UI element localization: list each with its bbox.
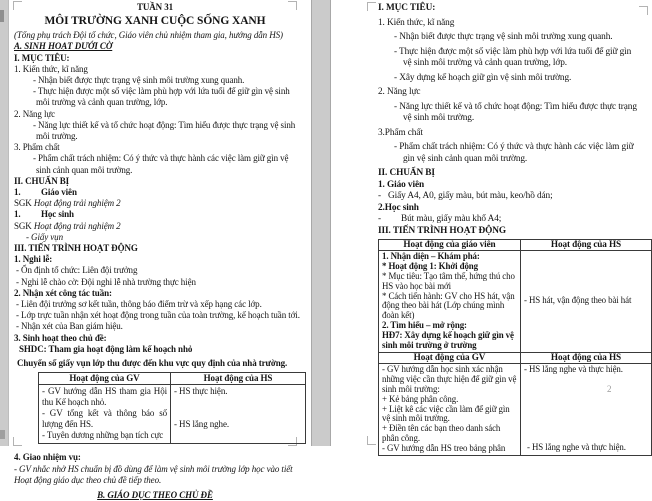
hs-activity-cell bbox=[171, 385, 306, 444]
shdc-line: SHDC: Tham gia hoạt động làm kế hoạch nhỏ bbox=[19, 343, 193, 354]
hs-line: - HS lắng nghe. bbox=[174, 419, 229, 430]
tien-trinh-heading: III. TIẾN TRÌNH HOẠT ĐỘNG bbox=[378, 225, 506, 236]
activity-table-2 bbox=[378, 239, 652, 456]
bullet: - Lớp trực tuần nhận xét hoạt động trong tuần của toàn trường, kế hoạch tuần tới. bbox=[16, 310, 300, 321]
muc-tieu-heading: I. MỤC TIÊU: bbox=[14, 52, 70, 63]
hs-line: - HS lắng nghe và thực hiện. bbox=[527, 442, 626, 453]
chuan-bi-heading: II. CHUẨN BỊ bbox=[378, 168, 435, 178]
gv-line: * Hoạt động 1: Khởi động bbox=[382, 260, 478, 271]
nang-luc-heading: 2. Năng lực bbox=[14, 108, 56, 119]
giao-vien-item bbox=[14, 187, 296, 198]
bullet: - Liên đội trưởng sơ kết tuần, thông báo điểm trừ và xếp hạng các lớp. bbox=[16, 299, 262, 310]
page-1-content bbox=[9, 0, 311, 501]
giao-nhiem-vu-heading: 4. Giao nhiệm vụ: bbox=[14, 452, 81, 463]
subtitle: (Tổng phụ trách Đội tổ chức, Giáo viên chủ nhiệm tham gia, hướng dẫn HS) bbox=[14, 30, 283, 41]
col-header-hs: Hoạt động của HS bbox=[521, 352, 652, 363]
gv-line: * Mục tiêu: Tạo tâm thế, hứng thú cho HS vào học bài mới bbox=[382, 270, 515, 291]
bullet: - Nhận biết được thực trạng vệ sinh môi trường xung quanh. bbox=[33, 75, 245, 86]
screen-edge-mark bbox=[0, 430, 5, 439]
document-title: MÔI TRƯỜNG XANH CUỘC SỐNG XANH bbox=[44, 15, 266, 28]
nghi-le-heading: 1. Nghi lễ: bbox=[14, 254, 53, 265]
list-number: 1. bbox=[14, 209, 21, 220]
chuyen-line: Chuyển số giấy vụn lớp thu được đến khu vực quy định của nhà trường. bbox=[17, 358, 288, 369]
bullet: - Nghi lễ chào cờ: Đội nghi lễ nhà trường thực hiện bbox=[16, 276, 196, 287]
activity-table-1 bbox=[38, 372, 306, 444]
col-header-hs: Hoạt động của HS bbox=[171, 373, 306, 385]
bullet: - Phẩm chất trách nhiệm: Có ý thức và thực hành các việc làm giữ gìn vệ sinh cảnh quan môi trường. bbox=[394, 142, 634, 164]
bullet: - Thực hiện được một số việc làm phù hợp với lứa tuổi để giữ gìn vệ sinh môi trường và cảnh quan trường, lớp. bbox=[394, 46, 632, 68]
muc-tieu-heading: I. MỤC TIÊU: bbox=[378, 3, 436, 13]
table-row bbox=[39, 385, 306, 444]
bullet: - Giấy vụn bbox=[26, 231, 63, 242]
bullet: - Năng lực thiết kế và tổ chức hoạt động: Tìm hiểu được thực trạng vệ sinh môi trường. bbox=[394, 101, 637, 123]
chuan-bi-heading: II. CHUẨN BỊ bbox=[14, 175, 70, 186]
sgk-line bbox=[14, 221, 296, 232]
gv-activity-cell bbox=[39, 385, 171, 444]
kien-thuc-heading: 1. Kiến thức, kĩ năng bbox=[14, 63, 88, 74]
sinh-hoat-heading: 3. Sinh hoạt theo chủ đề: bbox=[14, 332, 107, 343]
pham-chat-heading: 3.Phẩm chất bbox=[378, 127, 423, 138]
bullet: - Phẩm chất trách nhiệm: Có ý thức và thực hành các việc làm giữ gìn vệ sinh cảnh quan môi trường. bbox=[33, 153, 289, 175]
page-2 bbox=[330, 0, 651, 454]
gv-line: * Cách tiến hành: GV cho HS hát, vận động theo bài hát (Lớp chúng mình đoàn kết) bbox=[382, 290, 515, 321]
gv-line: - GV hướng dẫn HS treo bảng phân bbox=[382, 443, 506, 454]
col-header-gv: Hoạt động của GV bbox=[39, 373, 171, 385]
gv-line: - GV tổng kết và thông báo số lượng đến HS. bbox=[42, 408, 167, 430]
bullet: - Nhận biết được thực trạng vệ sinh môi trường xung quanh. bbox=[394, 32, 613, 42]
col-header-hs: Hoạt động của HS bbox=[521, 240, 652, 251]
table-row bbox=[379, 250, 652, 352]
hs-supplies bbox=[378, 214, 639, 226]
tien-trinh-heading: III. TIẾN TRÌNH HOẠT ĐỘNG bbox=[14, 243, 138, 254]
dash: - bbox=[378, 191, 381, 201]
col-header-gv: Hoạt động của giáo viên bbox=[379, 240, 521, 251]
hs-line: - HS lắng nghe và thực hiện. bbox=[524, 363, 623, 374]
hoc-sinh-label: Học sinh bbox=[41, 209, 74, 220]
section-b-heading: B. GIÁO DỤC THEO CHỦ ĐỀ bbox=[97, 489, 213, 500]
table-row bbox=[379, 363, 652, 455]
hs-activity-cell bbox=[521, 250, 652, 352]
table-header-row bbox=[379, 352, 652, 363]
list-number: 1. bbox=[14, 187, 21, 198]
hs-supplies-text: Bút màu, giấy màu khổ A4; bbox=[401, 214, 502, 224]
gv-line: + Kẻ bảng phân công. bbox=[382, 393, 459, 404]
page-1 bbox=[8, 0, 312, 500]
bullet: - Năng lực thiết kế và tổ chức hoạt động: Tìm hiểu được thực trạng vệ sinh môi trường. bbox=[33, 119, 296, 142]
gv-line: - Tuyên dương những bạn tích cực bbox=[42, 430, 164, 441]
gv-activity-cell bbox=[379, 363, 521, 455]
hs-line: - HS thực hiện. bbox=[174, 386, 228, 397]
gv-line: 2. Tìm hiểu – mở rộng: bbox=[382, 320, 467, 331]
giao-nhiem-vu-text: - GV nhắc nhở HS chuẩn bị đồ dùng để làm vệ sinh môi trường lớp học vào tiết Hoạt động giáo dục theo chủ đề tiếp theo. bbox=[14, 463, 293, 485]
nang-luc-heading: 2. Năng lực bbox=[378, 87, 421, 97]
kien-thuc-heading: 1. Kiến thức, kĩ năng bbox=[378, 17, 455, 28]
table-header-row bbox=[379, 240, 652, 251]
gv-line: - GV hướng dẫn HS tham gia Hội thu Kế hoạch nhỏ. bbox=[42, 386, 167, 408]
bullet: - Thực hiện được một số việc làm phù hợp với lứa tuổi để giữ gìn vệ sinh môi trường và cảnh quan trường, lớp. bbox=[33, 86, 290, 108]
bullet: - Ổn định tổ chức: Liên đội trưởng bbox=[16, 265, 138, 276]
page-number: 2 bbox=[607, 384, 612, 394]
gv-line: - GV hướng dẫn học sinh xác nhận những việc cần thực hiện để giữ gìn vệ sinh môi trường: bbox=[382, 363, 517, 394]
book-title: Hoạt động trải nghiệm 2 bbox=[33, 220, 121, 231]
gv-line: + Liệt kê các việc cần làm để giữ gìn vệ sinh môi trường. bbox=[382, 403, 510, 424]
gv-supplies bbox=[378, 191, 639, 203]
sgk-label: SGK bbox=[14, 220, 32, 231]
gv-activity-cell bbox=[379, 250, 521, 352]
sgk-line bbox=[14, 198, 296, 209]
scrollbar-thumb[interactable] bbox=[0, 10, 4, 22]
gv-line: HĐ7: Xây dựng kế hoạch giữ gìn vệ sinh môi trường ở trường bbox=[382, 330, 514, 351]
gv-line: + Điền tên các bạn theo danh sách phân công. bbox=[382, 423, 501, 444]
week-label: TUẦN 31 bbox=[136, 2, 174, 12]
bullet: - Nhận xét của Ban giám hiệu. bbox=[16, 321, 123, 332]
page-2-content bbox=[331, 0, 651, 456]
gv-line: 1. Nhận diện – Khám phá: bbox=[382, 250, 480, 261]
hoc-sinh-heading: 2.Học sinh bbox=[378, 202, 419, 213]
hs-cell-inner bbox=[524, 365, 649, 454]
hs-line: - HS hát, vận động theo bài hát bbox=[524, 294, 632, 305]
giao-vien-heading: 1. Giáo viên bbox=[378, 179, 425, 190]
hs-activity-cell bbox=[521, 363, 652, 455]
table-header-row bbox=[39, 373, 306, 385]
sgk-label: SGK bbox=[14, 198, 32, 209]
nhan-xet-heading: 2. Nhận xét công tác tuần: bbox=[14, 287, 112, 298]
dash: - bbox=[378, 214, 381, 224]
giao-vien-label: Giáo viên bbox=[41, 187, 77, 198]
book-title: Hoạt động trải nghiệm 2 bbox=[33, 198, 121, 209]
bullet: - Xây dựng kế hoạch giữ gìn vệ sinh môi trường. bbox=[394, 72, 572, 83]
hoc-sinh-item bbox=[14, 209, 296, 220]
section-a-heading: A. SINH HOẠT DƯỚI CỜ bbox=[14, 41, 113, 52]
pham-chat-heading: 3. Phẩm chất bbox=[14, 142, 60, 153]
gv-supplies-text: Giấy A4, A0, giấy màu, bút màu, keo/hồ dán; bbox=[388, 191, 553, 201]
col-header-gv: Hoạt động của GV bbox=[379, 352, 521, 363]
